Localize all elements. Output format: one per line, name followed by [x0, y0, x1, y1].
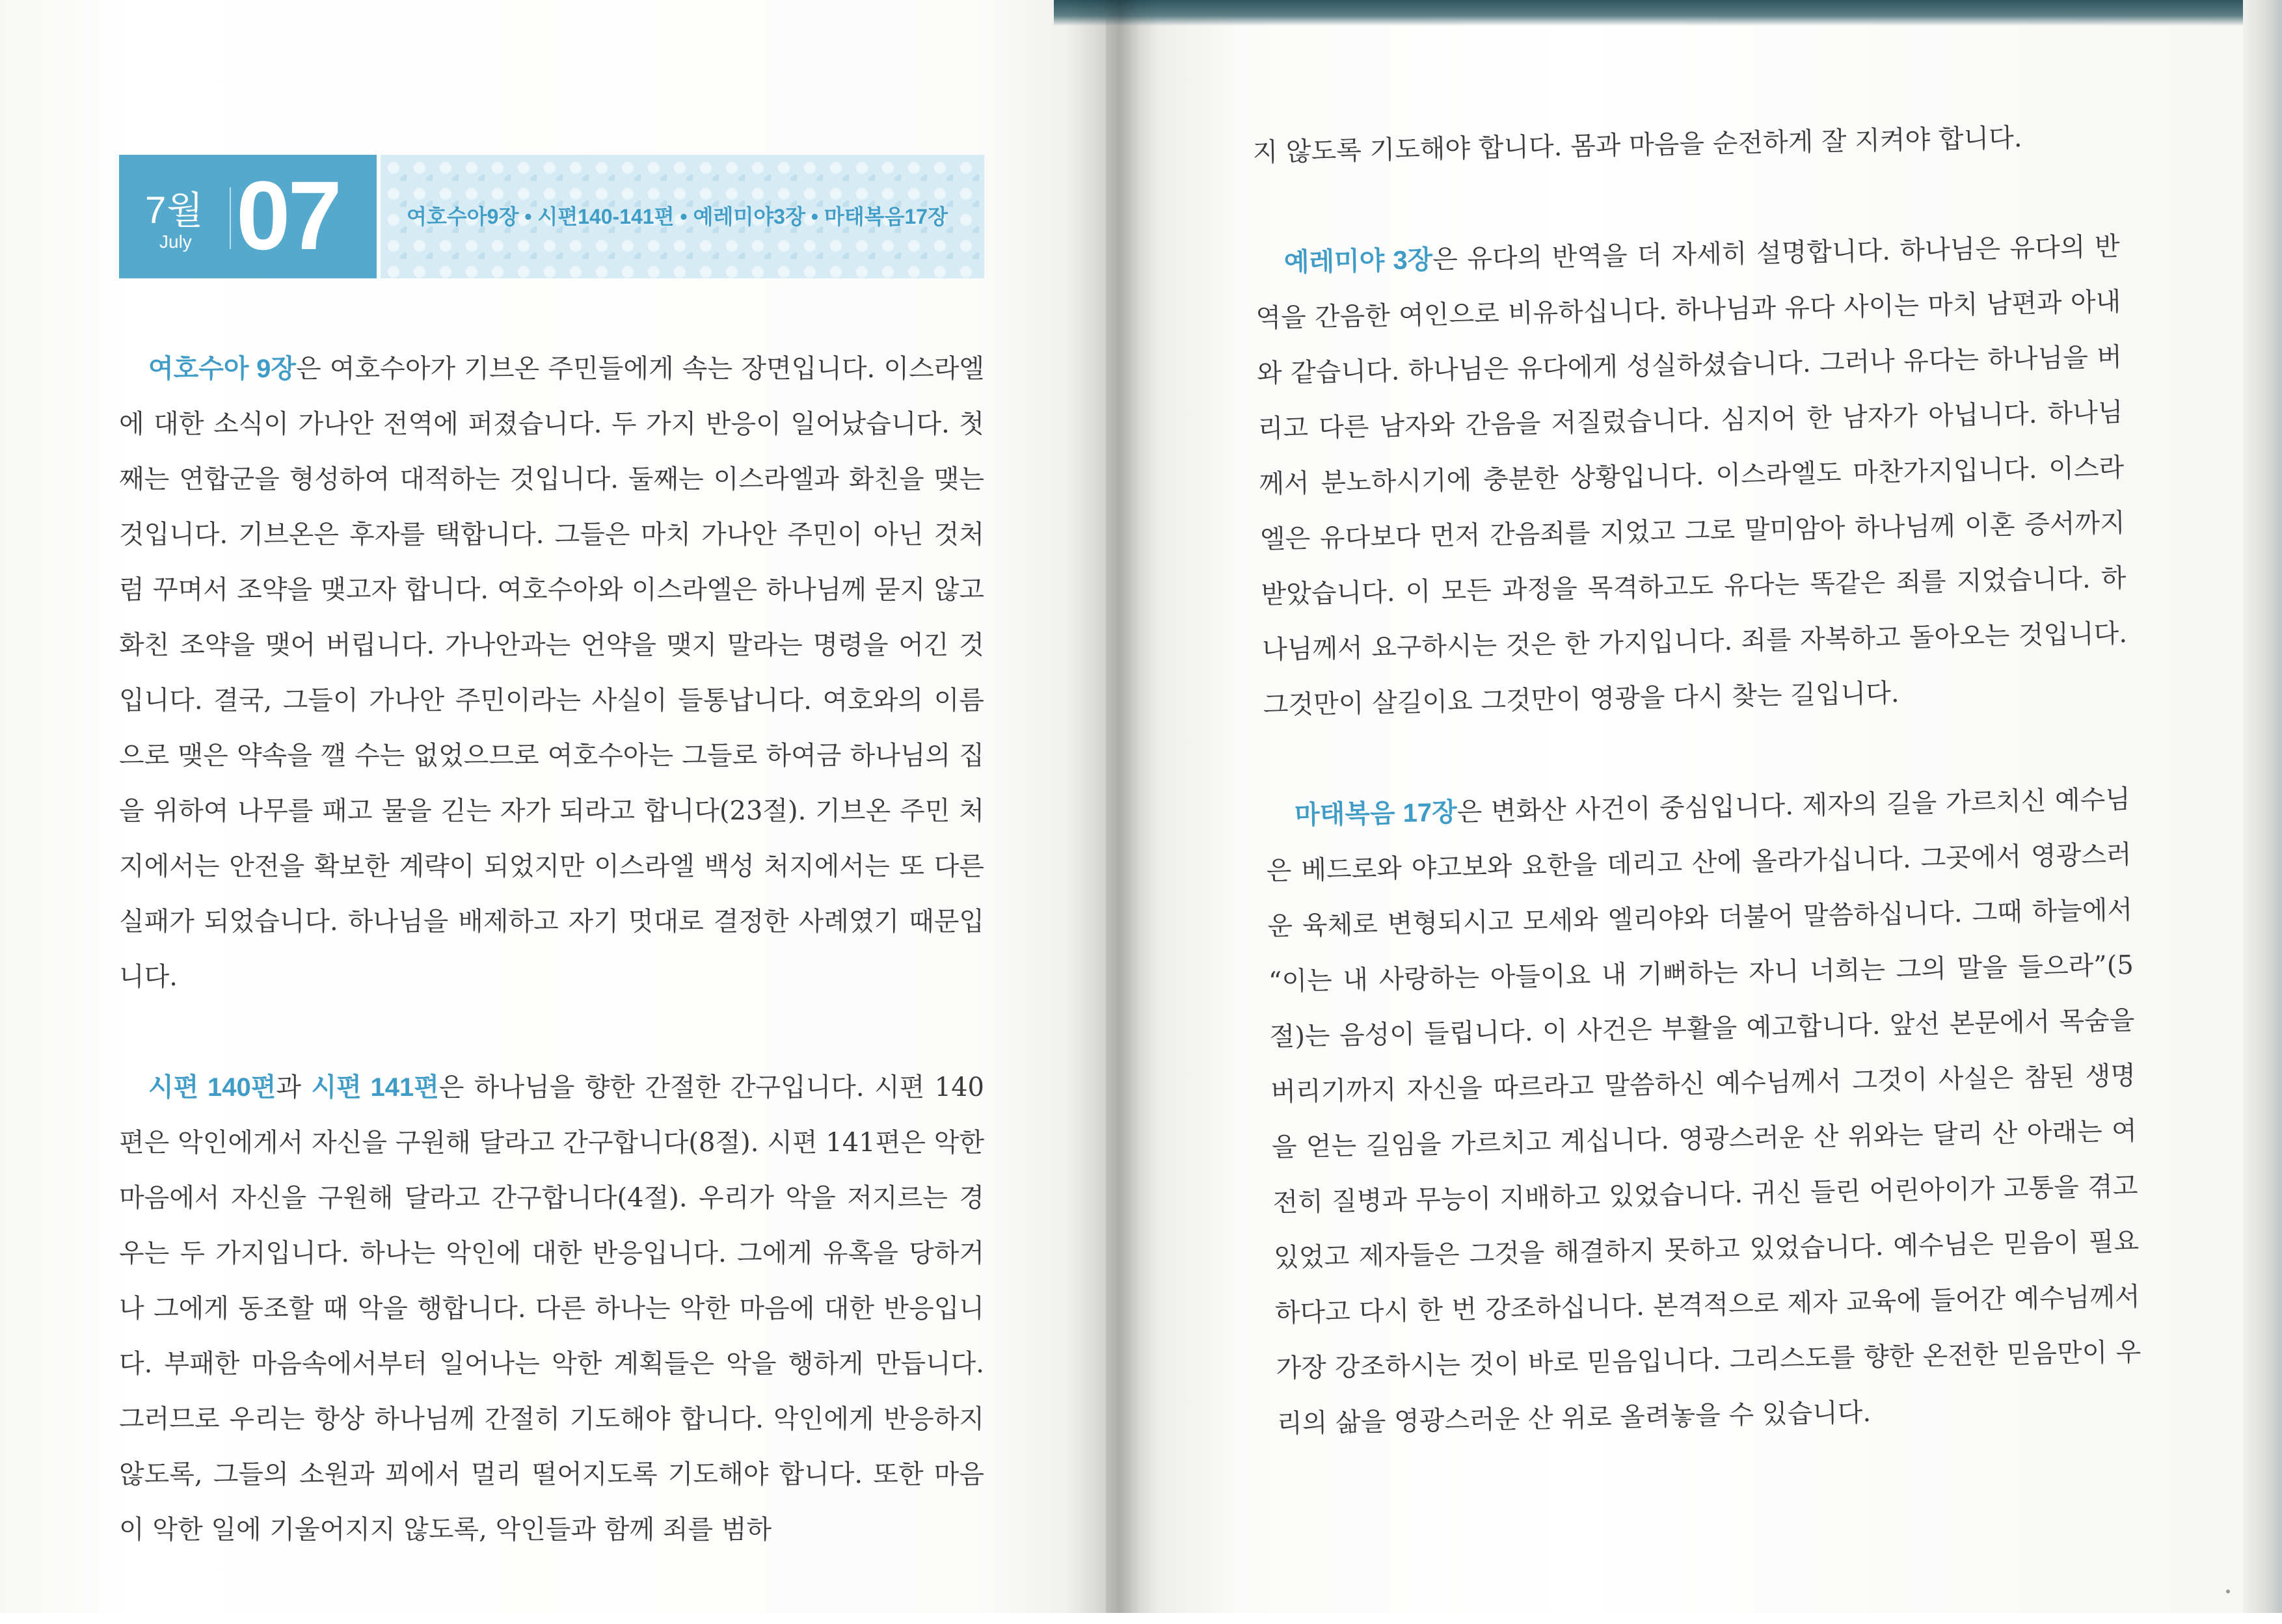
passage-ref-psalm-140: 시편 140편 — [148, 1073, 276, 1102]
page-mark — [2226, 1590, 2230, 1593]
date-month: 7월 — [145, 189, 204, 232]
paragraph-text: 은 하나님을 향한 간절한 간구입니다. 시편 140편은 악인에게서 자신을 구원해 달라고 간구합니다(8절). 시편 141편은 악한 마음에서 자신을 구원해 달라고 간구합니다(4절). 우리가 악을 저지르는 경우는 두 가지입니다. 하나는 악인에 대한 반응입니다. 그에게 유혹을 당하거나 그에게 동조할 때 악을 행합니다. 다른 하나는 악한 마음에 대한 반응입니다. 부패한 마음속에서부터 일어나는 악한 계획들은 악을 행하게 만듭니다. 그러므로 우리는 항상 하나님께 간절히 기도해야 합니다. 악인에게 반응하지 않도록, 그들의 소원과 꾀에서 멀리 떨어지도록 기도해야 합니다. 또한 마음이 악한 일에 기울어지지 않도록, 악인들과 함께 죄를 범하 — [119, 1072, 984, 1545]
date-divider — [230, 187, 231, 249]
paragraph-text: 은 여호수아가 기브온 주민들에게 속는 장면입니다. 이스라엘에 대한 소식이 가나안 전역에 퍼졌습니다. 두 가지 반응이 일어났습니다. 첫째는 연합군을 형성하여 대적하는 것입니다. 둘째는 이스라엘과 화친을 맺는 것입니다. 기브온은 후자를 택합니다. 그들은 마치 가나안 주민이 아닌 것처럼 꾸며서 조약을 맺고자 합니다. 여호수아와 이스라엘은 하나님께 묻지 않고 화친 조약을 맺어 버립니다. 가나안과는 언약을 맺지 말라는 명령을 어긴 것입니다. 결국, 그들이 가나안 주민이라는 사실이 들통납니다. 여호와의 이름으로 맺은 약속을 깰 수는 없었으므로 여호수아는 그들로 하여금 하나님의 집을 위하여 나무를 패고 물을 긷는 자가 되라고 합니다(23절). 기브온 주민 처지에서는 안전을 확보한 계략이 되었지만 이스라엘 백성 처지에서는 또 다른 실패가 되었습니다. 하나님을 배제하고 자기 멋대로 결정한 사례였기 때문입니다. — [119, 354, 984, 992]
paragraph-matthew-17 — [1265, 772, 2142, 1452]
passage-ref-matthew-17: 마태복음 17장 — [1294, 797, 1458, 830]
book-cover-right-edge — [2243, 0, 2282, 1613]
reading-refs: 여호수아9장 • 시편140-141편 • 예레미야3장 • 마태복음17장 — [407, 205, 948, 228]
passage-ref-jeremiah-3: 예레미야 3장 — [1283, 245, 1433, 277]
date-day: 07 — [236, 161, 340, 270]
reading-refs-box — [381, 155, 984, 278]
passage-ref-psalm-141: 시편 141편 — [311, 1073, 439, 1102]
date-header — [119, 155, 984, 278]
paragraph-joshua-9 — [119, 341, 984, 1005]
date-box — [119, 155, 377, 278]
book-spine-shadow — [1067, 0, 1158, 1613]
paragraph-psalms-140-141 — [119, 1060, 984, 1558]
right-body-text — [1252, 109, 2144, 1507]
left-page — [0, 0, 1106, 1613]
paragraph-text: 은 유다의 반역을 더 자세히 설명합니다. 하나님은 유다의 반역을 간음한 여인으로 비유하십니다. 하나님과 유다 사이는 마치 남편과 아내와 같습니다. 하나님은 유다에게 성실하셨습니다. 그러나 유다는 하나님을 버리고 다른 남자와 간음을 저질렀습니다. 심지어 한 남자가 아닙니다. 하나님께서 분노하시기에 충분한 상황입니다. 이스라엘도 마찬가지입니다. 이스라엘은 유다보다 먼저 간음죄를 지었고 그로 말미암아 하나님께 이혼 증서까지 받았습니다. 이 모든 과정을 목격하고도 유다는 똑같은 죄를 지었습니다. 하나님께서 요구하시는 것은 한 가지입니다. 죄를 자복하고 돌아오는 것입니다. 그것만이 살길이요 그것만이 영광을 다시 찾는 길입니다. — [1255, 232, 2128, 721]
book-cover-top-edge — [1054, 0, 2282, 26]
paragraph-continued: 지 않도록 기도해야 합니다. 몸과 마음을 순전하게 잘 지켜야 합니다. — [1252, 123, 2022, 168]
paragraph-jeremiah-3 — [1254, 219, 2128, 733]
paragraph-text: 은 변화산 사건이 중심입니다. 제자의 길을 가르치신 예수님은 베드로와 야고보와 요한을 데리고 산에 올라가십니다. 그곳에서 영광스러운 육체로 변형되시고 모세와 엘리야와 더불어 말씀하십니다. 그때 하늘에서 “이는 내 사랑하는 아들이요 내 기뻐하는 자니 너희는 그의 말을 들으라”(5절)는 음성이 들립니다. 이 사건은 부활을 예고합니다. 앞선 본문에서 목숨을 버리기까지 자신을 따르라고 말씀하신 예수님께서 그것이 사실은 참된 생명을 얻는 길임을 가르치고 계십니다. 영광스러운 산 위와는 달리 산 아래는 여전히 질병과 무능이 지배하고 있었습니다. 귀신 들린 어린아이가 고통을 겪고 있었고 제자들은 그것을 해결하지 못하고 있었습니다. 예수님은 믿음이 필요하다고 다시 한 번 강조하십니다. 본격적으로 제자 교육에 들어간 예수님께서 가장 강조하시는 것이 바로 믿음입니다. 그리스도를 향한 온전한 믿음만이 우리의 삶을 영광스러운 산 위로 올려놓을 수 있습니다. — [1266, 784, 2141, 1439]
right-page — [1106, 0, 2282, 1613]
passage-ref-joshua-9: 여호수아 9장 — [148, 354, 297, 383]
left-body-text — [119, 341, 984, 1613]
date-month-en: July — [159, 232, 192, 252]
paragraph-text-conjunction: 과 — [276, 1072, 312, 1102]
